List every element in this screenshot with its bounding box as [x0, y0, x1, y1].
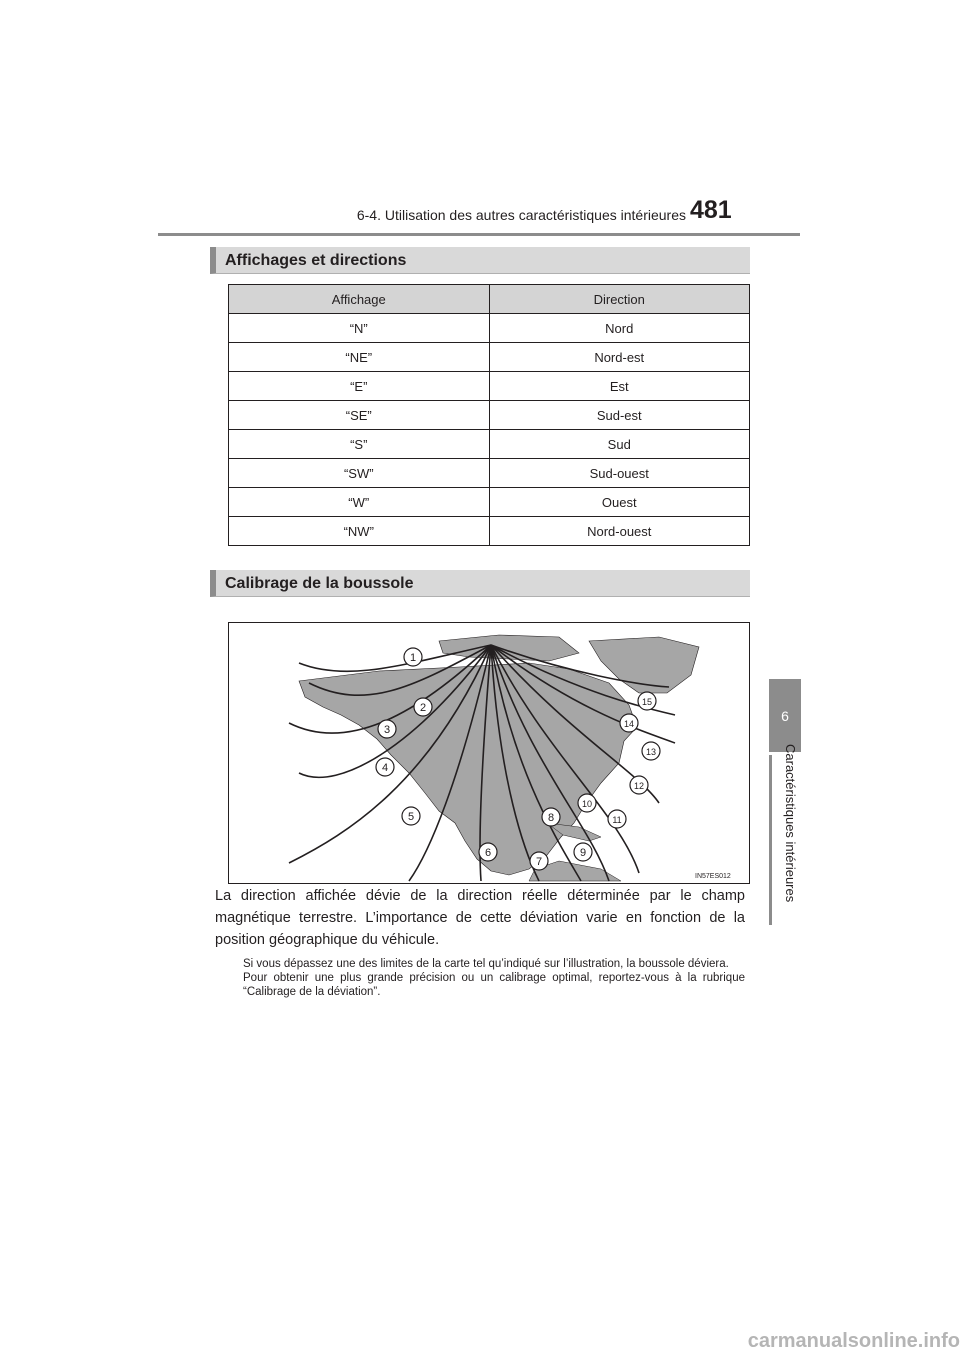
zone-label-15: [638, 692, 656, 710]
zone-label-8: [542, 808, 560, 826]
zone-label-text: 15: [641, 697, 653, 707]
zone-label-text: 1: [409, 652, 417, 664]
table-header-display: Affichage: [229, 285, 490, 314]
compass-zone-map: [228, 622, 750, 884]
table-cell-display: “E”: [229, 372, 490, 401]
zone-label-text: 3: [383, 724, 391, 736]
note-line-1: Si vous dépassez une des limites de la carte tel qu’indiqué sur l’illustration, la boussole déviera.: [243, 958, 729, 970]
zone-label-text: 5: [407, 811, 415, 823]
calibration-paragraph: La direction affichée dévie de la direction réelle déterminée par le champ magnétique terrestre. L’importance de cette déviation varie en fonction de la position géographique du véhicule.: [215, 888, 745, 948]
zone-label-14: [620, 714, 638, 732]
table-header-row: [229, 285, 750, 314]
zone-label-4: [376, 758, 394, 776]
table-cell-display: “NE”: [229, 343, 490, 372]
zone-label-text: 2: [419, 702, 427, 714]
table-cell-direction: Nord-ouest: [489, 517, 750, 546]
zone-label-12: [630, 776, 648, 794]
zone-label-10: [578, 794, 596, 812]
land-arctic-islands: [439, 635, 579, 661]
table-row: [229, 517, 750, 546]
table-row: [229, 343, 750, 372]
zone-label-7: [530, 852, 548, 870]
zone-label-text: 4: [381, 762, 389, 774]
note-line-2: Pour obtenir une plus grande précision ou un calibrage optimal, reportez-vous à la rubrique “Calibrage de la déviation”.: [243, 972, 745, 998]
calibration-note: [243, 957, 745, 999]
table-cell-direction: Nord: [489, 314, 750, 343]
zone-label-13: [642, 742, 660, 760]
table-cell-display: “NW”: [229, 517, 490, 546]
zone-label-1: [404, 648, 422, 666]
table-row: [229, 401, 750, 430]
zone-label-text: 9: [579, 847, 587, 859]
table-row: [229, 314, 750, 343]
zone-label-6: [479, 843, 497, 861]
section-heading-displays: Affichages et directions: [210, 247, 750, 274]
running-header-title: 6-4. Utilisation des autres caractéristiques intérieures: [356, 207, 686, 223]
table-cell-direction: Est: [489, 372, 750, 401]
zone-map-svg: [229, 623, 749, 883]
direction-table: [228, 284, 750, 546]
chapter-tab-line: [769, 755, 772, 925]
chapter-tab-number: 6: [769, 679, 801, 752]
section-heading-calibration: Calibrage de la boussole: [210, 570, 750, 597]
zone-label-text: 12: [633, 781, 645, 791]
zone-label-text: 14: [623, 719, 635, 729]
zone-label-9: [574, 843, 592, 861]
header-divider: [158, 233, 800, 236]
zone-label-text: 13: [645, 747, 657, 757]
table-row: [229, 430, 750, 459]
chapter-tab-label: Caractéristiques intérieures: [783, 744, 798, 903]
zone-label-2: [414, 698, 432, 716]
zone-label-text: 8: [547, 812, 555, 824]
table-cell-display: “S”: [229, 430, 490, 459]
zone-label-text: 10: [581, 799, 593, 809]
table-cell-direction: Ouest: [489, 488, 750, 517]
table-cell-display: “N”: [229, 314, 490, 343]
zone-label-11: [608, 810, 626, 828]
table-row: [229, 459, 750, 488]
zone-label-text: 11: [612, 815, 622, 825]
table-row: [229, 372, 750, 401]
image-code: IN57ES012: [695, 873, 731, 880]
zone-label-text: 6: [484, 847, 492, 859]
table-cell-direction: Sud-est: [489, 401, 750, 430]
table-row: [229, 488, 750, 517]
table-cell-display: “SW”: [229, 459, 490, 488]
table-cell-direction: Nord-est: [489, 343, 750, 372]
zone-label-3: [378, 720, 396, 738]
table-header-direction: Direction: [489, 285, 750, 314]
table-cell-display: “W”: [229, 488, 490, 517]
table-cell-direction: Sud-ouest: [489, 459, 750, 488]
zone-label-5: [402, 807, 420, 825]
table-cell-direction: Sud: [489, 430, 750, 459]
watermark: carmanualsonline.info: [747, 1330, 960, 1352]
page-number: 481: [690, 196, 732, 224]
table-cell-display: “SE”: [229, 401, 490, 430]
zone-label-text: 7: [535, 856, 543, 868]
